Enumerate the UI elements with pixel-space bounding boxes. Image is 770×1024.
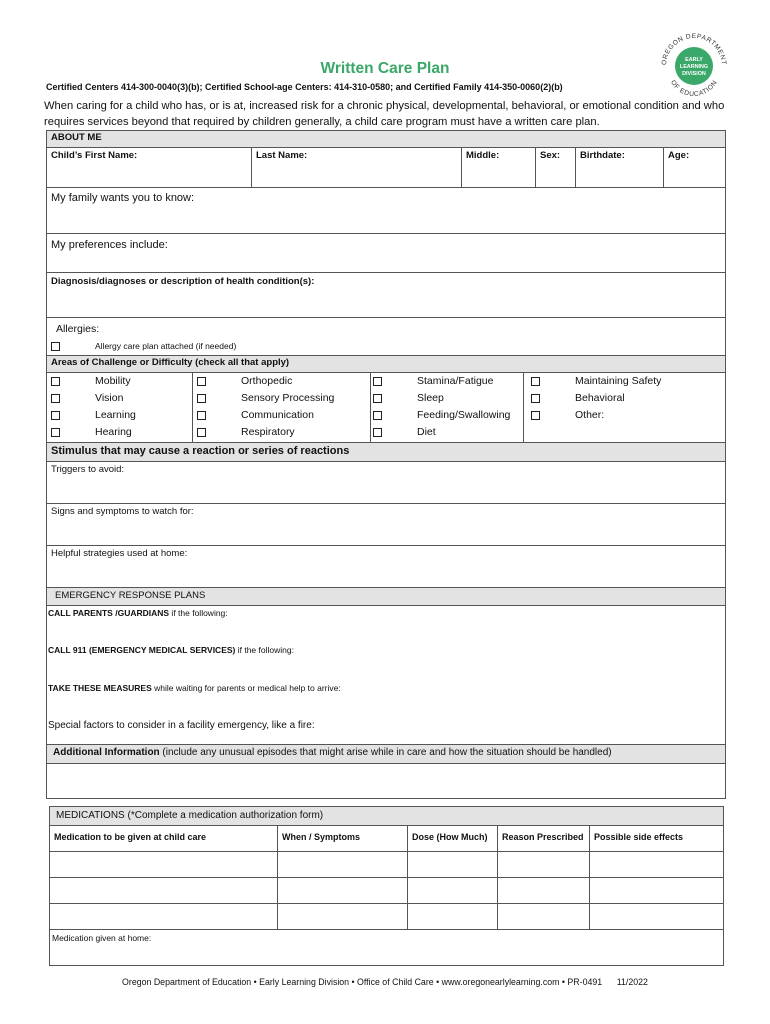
stimulus-header: Stimulus that may cause a reaction or series of reactions xyxy=(51,445,350,457)
sensory-processing-checkbox[interactable] xyxy=(197,394,206,403)
emergency-header: EMERGENCY RESPONSE PLANS xyxy=(55,590,206,601)
diagnosis-field[interactable]: Diagnosis/diagnoses or description of health condition(s): xyxy=(47,273,725,318)
sleep-checkbox[interactable] xyxy=(373,394,382,403)
preferences-field[interactable]: My preferences include: xyxy=(47,234,725,273)
call-parents-field[interactable]: CALL PARENTS /GUARDIANS if the following: xyxy=(48,608,228,618)
birthdate-field[interactable]: Birthdate: xyxy=(575,148,663,187)
diet-checkbox[interactable] xyxy=(373,428,382,437)
hearing-checkbox[interactable] xyxy=(51,428,60,437)
mobility-checkbox[interactable] xyxy=(51,377,60,386)
page-title: Written Care Plan xyxy=(320,60,450,77)
footer: Oregon Department of Education • Early Learning Division • Office of Child Care • www.oregonearlylearning.com • PR-0491 11/2022 xyxy=(122,977,648,987)
medications-header: MEDICATIONS (*Complete a medication authorization form) xyxy=(56,810,324,821)
child-info-row xyxy=(47,148,725,188)
special-factors-field[interactable]: Special factors to consider in a facility emergency, like a fire: xyxy=(47,718,725,745)
first-name-field[interactable]: Child’s First Name: xyxy=(51,150,138,161)
middle-name-field[interactable]: Middle: xyxy=(461,148,535,187)
svg-text:OREGON DEPARTMENT: OREGON DEPARTMENT xyxy=(660,32,728,66)
call-911-field[interactable]: CALL 911 (EMERGENCY MEDICAL SERVICES) if the following: xyxy=(48,645,294,655)
last-name-field[interactable]: Last Name: xyxy=(251,148,461,187)
age-field[interactable]: Age: xyxy=(663,148,725,187)
behavioral-checkbox[interactable] xyxy=(531,394,540,403)
about-me-header: ABOUT ME xyxy=(51,132,102,143)
medication-home-field[interactable]: Medication given at home: xyxy=(50,930,723,966)
medication-row[interactable] xyxy=(50,904,723,930)
communication-checkbox[interactable] xyxy=(197,411,206,420)
maintaining-safety-checkbox[interactable] xyxy=(531,377,540,386)
medication-row[interactable] xyxy=(50,878,723,904)
allergy-plan-label: Allergy care plan attached (if needed) xyxy=(95,341,237,351)
strategies-field[interactable]: Helpful strategies used at home: xyxy=(47,546,725,588)
medications-header-row: Medication to be given at child care When / Symptoms Dose (How Much) Reason Prescribed Possible side effects xyxy=(50,826,723,852)
additional-info-header: Additional Information (include any unusual episodes that might arise while in care and how the situation should be handled) xyxy=(53,747,612,758)
feeding-checkbox[interactable] xyxy=(373,411,382,420)
medication-row[interactable] xyxy=(50,852,723,878)
triggers-field[interactable]: Triggers to avoid: xyxy=(47,462,725,504)
other-checkbox[interactable] xyxy=(531,411,540,420)
learning-checkbox[interactable] xyxy=(51,411,60,420)
orthopedic-checkbox[interactable] xyxy=(197,377,206,386)
allergy-plan-checkbox[interactable] xyxy=(51,342,60,351)
about-me-section xyxy=(46,130,726,799)
allergies-field[interactable]: Allergies: Allergy care plan attached (if needed) xyxy=(47,318,725,356)
vision-checkbox[interactable] xyxy=(51,394,60,403)
family-field[interactable]: My family wants you to know: xyxy=(47,188,725,234)
stamina-checkbox[interactable] xyxy=(373,377,382,386)
svg-text:OF EDUCATION: OF EDUCATION xyxy=(669,79,719,99)
certification-rules: Certified Centers 414-300-0040(3)(b); Certified School-age Centers: 414-310-0580; and Certified Family 414-350-0060(2)(b) xyxy=(46,82,563,92)
sex-field[interactable]: Sex: xyxy=(535,148,575,187)
areas-checklist: Mobility Vision Learning Hearing Orthopedic Sensory Processing Communication Respiratory Stamina/Fatigue Sleep Feeding/Swallowing Diet Maintaining Safety Behavioral Other: xyxy=(47,373,725,443)
svg-text:DIVISION: DIVISION xyxy=(682,71,706,77)
intro-text: When caring for a child who has, or is at, increased risk for a chronic physical, developmental, behavioral, or emotional condition and who requires services beyond that required by children generally, a child care program must have a written care plan. xyxy=(44,100,725,128)
respiratory-checkbox[interactable] xyxy=(197,428,206,437)
svg-text:EARLY: EARLY xyxy=(685,57,703,63)
svg-text:LEARNING: LEARNING xyxy=(679,64,709,70)
areas-header: Areas of Challenge or Difficulty (check all that apply) xyxy=(51,357,290,368)
signs-field[interactable]: Signs and symptoms to watch for: xyxy=(47,504,725,546)
medications-section xyxy=(49,806,724,966)
take-measures-field[interactable]: TAKE THESE MEASURES while waiting for parents or medical help to arrive: xyxy=(48,683,341,693)
additional-info-field[interactable] xyxy=(47,764,725,799)
